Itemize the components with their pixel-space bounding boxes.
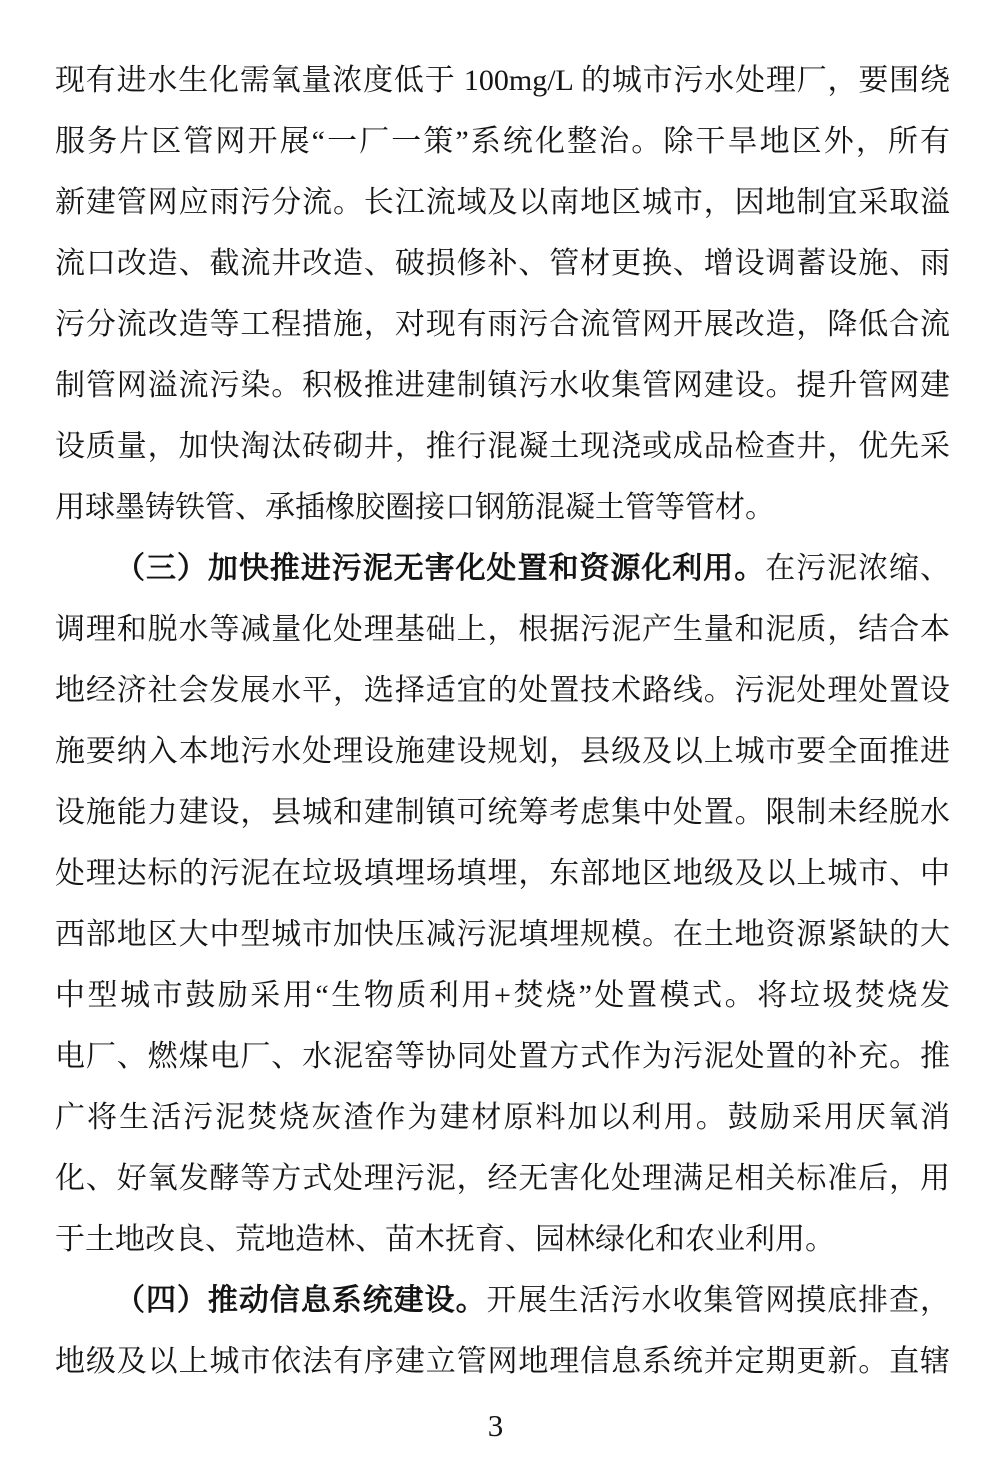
section-heading-bold: （三）加快推进污泥无害化处置和资源化利用。 <box>115 552 766 585</box>
section-heading-rest: 在污泥浓缩、 <box>765 552 950 585</box>
document-body <box>55 50 950 1392</box>
text-line: 调理和脱水等减量化处理基础上，根据污泥产生量和泥质，结合本 <box>55 613 950 646</box>
section-heading-rest: 开展生活污水收集管网摸底排查， <box>486 1284 950 1317</box>
text-line: 广将生活污泥焚烧灰渣作为建材原料加以利用。鼓励采用厌氧消 <box>55 1101 950 1134</box>
text-line-paragraph-end: 用球墨铸铁管、承插橡胶圈接口钢筋混凝土管等管材。 <box>55 491 775 524</box>
text-line: 地级及以上城市依法有序建立管网地理信息系统并定期更新。直辖 <box>55 1345 950 1378</box>
text-line: 施要纳入本地污水处理设施建设规划，县级及以上城市要全面推进 <box>55 735 950 768</box>
text-line: 设质量，加快淘汰砖砌井，推行混凝土现浇或成品检查井，优先采 <box>55 430 950 463</box>
text-line: 流口改造、截流井改造、破损修补、管材更换、增设调蓄设施、雨 <box>55 247 950 280</box>
text-line: 设施能力建设，县城和建制镇可统筹考虑集中处置。限制未经脱水 <box>55 796 950 829</box>
text-line: 化、好氧发酵等方式处理污泥，经无害化处理满足相关标准后，用 <box>55 1162 950 1195</box>
text-line-paragraph-end: 于土地改良、荒地造林、苗木抚育、园林绿化和农业利用。 <box>55 1223 835 1256</box>
section-heading-line-4 <box>55 1270 950 1331</box>
text-line: 污分流改造等工程措施，对现有雨污合流管网开展改造，降低合流 <box>55 308 950 341</box>
text-line: 现有进水生化需氧量浓度低于 100mg/L 的城市污水处理厂，要围绕 <box>55 64 950 97</box>
text-line: 西部地区大中型城市加快压减污泥填埋规模。在土地资源紧缺的大 <box>55 918 950 951</box>
text-line: 地经济社会发展水平，选择适宜的处置技术路线。污泥处理处置设 <box>55 674 950 707</box>
text-line: 新建管网应雨污分流。长江流域及以南地区城市，因地制宜采取溢 <box>55 186 950 219</box>
section-heading-line-3 <box>55 538 950 599</box>
text-line: 制管网溢流污染。积极推进建制镇污水收集管网建设。提升管网建 <box>55 369 950 402</box>
section-heading-bold: （四）推动信息系统建设。 <box>115 1284 487 1317</box>
text-line: 处理达标的污泥在垃圾填埋场填埋，东部地区地级及以上城市、中 <box>55 857 950 890</box>
text-line: 中型城市鼓励采用“生物质利用+焚烧”处置模式。将垃圾焚烧发 <box>55 979 950 1012</box>
text-line: 电厂、燃煤电厂、水泥窑等协同处置方式作为污泥处置的补充。推 <box>55 1040 950 1073</box>
page-number: 3 <box>487 1408 504 1443</box>
text-line: 服务片区管网开展“一厂一策”系统化整治。除干旱地区外，所有 <box>55 125 950 158</box>
